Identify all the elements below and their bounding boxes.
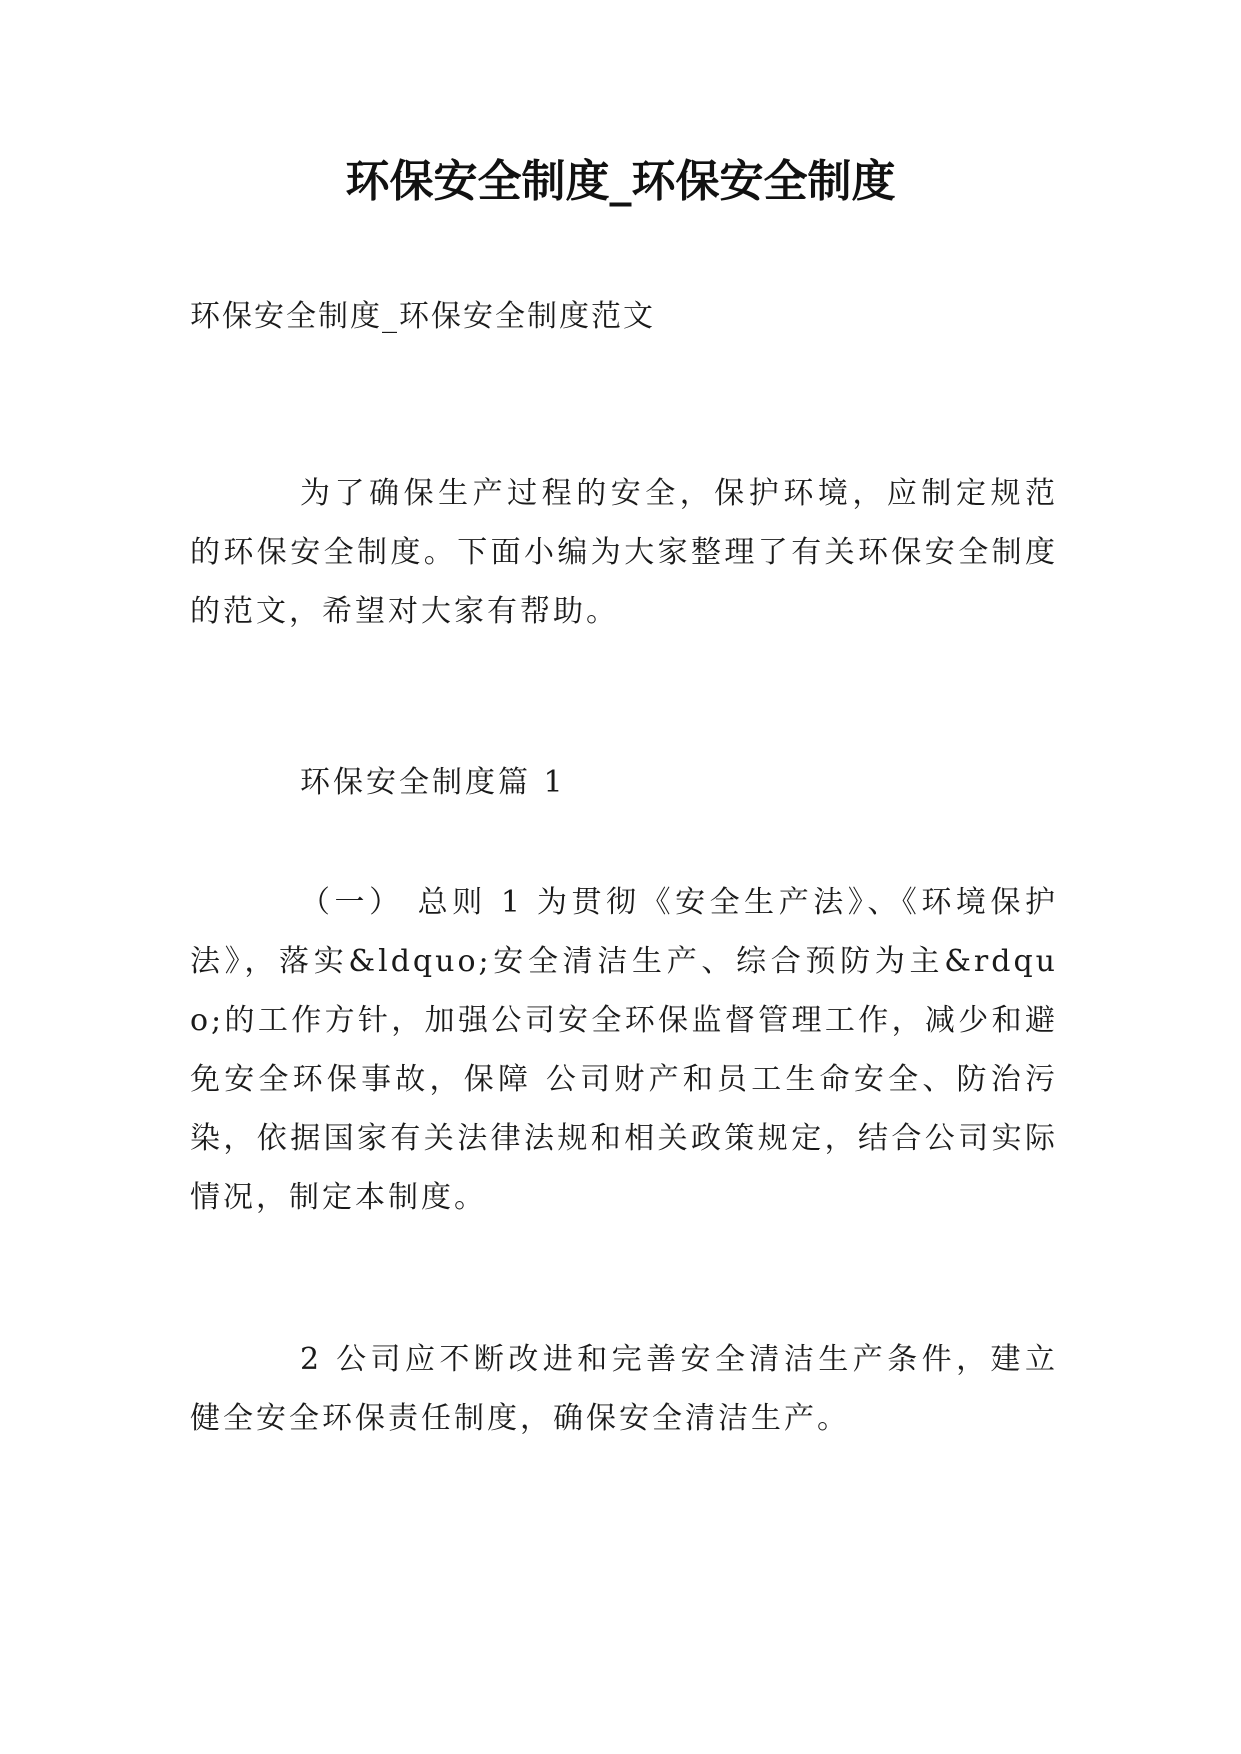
general-provisions-paragraph: （一） 总则 1 为贯彻《安全生产法》、《环境保护法》，落实&ldquo;安全清洁生产、综合预防为主&rdquo;的工作方针，加强公司安全环保监督管理工作，减少和避免安全环保事故，保障 公司财产和员工生命安全、防治污染，依据国家有关法律法规和相关政策规定，结合公司实际情况，制定本制度。: [190, 885, 1058, 1215]
document-subtitle: 环保安全制度_环保安全制度范文: [190, 299, 655, 334]
article-2-paragraph: 2 公司应不断改进和完善安全清洁生产条件，建立健全安全环保责任制度，确保安全清洁生产。: [190, 1342, 1058, 1436]
document-title: 环保安全制度_环保安全制度: [345, 156, 896, 207]
section-heading: 环保安全制度篇 1: [300, 765, 566, 800]
intro-paragraph: 为了确保生产过程的安全，保护环境，应制定规范的环保安全制度。下面小编为大家整理了有关环保安全制度的范文，希望对大家有帮助。: [190, 476, 1058, 629]
